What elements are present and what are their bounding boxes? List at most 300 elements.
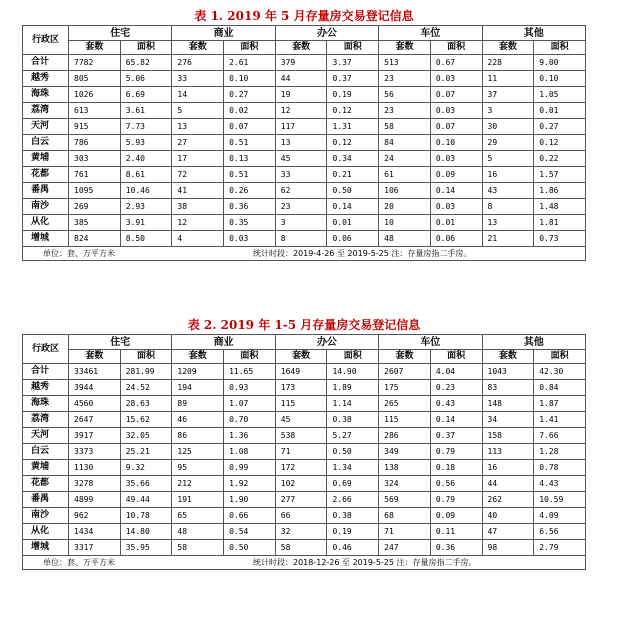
table-row: [23, 119, 586, 135]
district-cell: 黄埔: [23, 460, 69, 476]
value-cell: 11.65: [224, 364, 276, 380]
district-cell: 南沙: [23, 199, 69, 215]
value-cell: 38: [172, 199, 224, 215]
value-cell: 175: [379, 380, 431, 396]
value-cell: 71: [379, 524, 431, 540]
value-cell: 0.22: [534, 151, 586, 167]
table-row: [23, 412, 586, 428]
sub-header: 面积: [534, 350, 586, 364]
value-cell: 14.90: [327, 364, 379, 380]
value-cell: 0.73: [534, 231, 586, 247]
value-cell: 113: [482, 444, 534, 460]
value-cell: 1.05: [534, 87, 586, 103]
period-note: 统计时段：2019-4-26 至 2019-5-25 注：存量房指二手房。: [253, 249, 472, 258]
value-cell: 98: [482, 540, 534, 556]
value-cell: 379: [275, 55, 327, 71]
district-cell: 海珠: [23, 87, 69, 103]
value-cell: 173: [275, 380, 327, 396]
value-cell: 24: [379, 151, 431, 167]
footer-cell: [23, 247, 586, 261]
value-cell: 84: [379, 135, 431, 151]
value-cell: 0.84: [534, 380, 586, 396]
value-cell: 32.05: [120, 428, 172, 444]
value-cell: 0.13: [224, 151, 276, 167]
value-cell: 1043: [482, 364, 534, 380]
value-cell: 61: [379, 167, 431, 183]
value-cell: 7.66: [534, 428, 586, 444]
category-header: 办公: [275, 335, 378, 350]
table-row: [23, 135, 586, 151]
value-cell: 0.02: [224, 103, 276, 119]
value-cell: 0.10: [224, 71, 276, 87]
value-cell: 58: [275, 540, 327, 556]
value-cell: 0.46: [327, 540, 379, 556]
value-cell: 5.93: [120, 135, 172, 151]
value-cell: 0.19: [327, 524, 379, 540]
district-cell: 白云: [23, 444, 69, 460]
table-row: [23, 183, 586, 199]
value-cell: 0.66: [224, 508, 276, 524]
unit-note: 单位：套、万平方米: [43, 558, 115, 567]
value-cell: 1.92: [224, 476, 276, 492]
value-cell: 0.12: [327, 103, 379, 119]
value-cell: 12: [275, 103, 327, 119]
value-cell: 106: [379, 183, 431, 199]
value-cell: 23: [379, 71, 431, 87]
value-cell: 58: [379, 119, 431, 135]
value-cell: 8.61: [120, 167, 172, 183]
category-header: 车位: [379, 26, 482, 41]
district-cell: 天河: [23, 119, 69, 135]
sub-header: 套数: [482, 41, 534, 55]
value-cell: 45: [275, 151, 327, 167]
value-cell: 102: [275, 476, 327, 492]
value-cell: 1.41: [534, 412, 586, 428]
sub-header: 面积: [327, 41, 379, 55]
value-cell: 58: [172, 540, 224, 556]
value-cell: 32: [275, 524, 327, 540]
value-cell: 0.12: [327, 135, 379, 151]
header-row-categories: [23, 26, 586, 41]
table-row: [23, 215, 586, 231]
value-cell: 1.87: [534, 396, 586, 412]
value-cell: 2607: [379, 364, 431, 380]
value-cell: 1.90: [224, 492, 276, 508]
value-cell: 10.59: [534, 492, 586, 508]
value-cell: 0.11: [430, 524, 482, 540]
value-cell: 4.04: [430, 364, 482, 380]
district-cell: 从化: [23, 215, 69, 231]
district-cell: 越秀: [23, 380, 69, 396]
value-cell: 95: [172, 460, 224, 476]
value-cell: 35.95: [120, 540, 172, 556]
value-cell: 247: [379, 540, 431, 556]
value-cell: 1209: [172, 364, 224, 380]
table-row: [23, 71, 586, 87]
footer-row: [23, 556, 586, 570]
value-cell: 115: [379, 412, 431, 428]
value-cell: 2.93: [120, 199, 172, 215]
value-cell: 14: [172, 87, 224, 103]
value-cell: 15.62: [120, 412, 172, 428]
value-cell: 49.44: [120, 492, 172, 508]
value-cell: 0.01: [327, 215, 379, 231]
value-cell: 41: [172, 183, 224, 199]
value-cell: 25.21: [120, 444, 172, 460]
value-cell: 286: [379, 428, 431, 444]
value-cell: 1.86: [534, 183, 586, 199]
value-cell: 17: [172, 151, 224, 167]
header-row-categories: [23, 335, 586, 350]
value-cell: 11: [482, 71, 534, 87]
value-cell: 0.27: [534, 119, 586, 135]
district-cell: 黄埔: [23, 151, 69, 167]
table-row: [23, 199, 586, 215]
value-cell: 35.66: [120, 476, 172, 492]
district-cell: 从化: [23, 524, 69, 540]
value-cell: 0.06: [430, 231, 482, 247]
value-cell: 1.89: [327, 380, 379, 396]
value-cell: 12: [172, 215, 224, 231]
category-header: 其他: [482, 335, 586, 350]
table-2-block: [22, 317, 586, 570]
district-cell: 增城: [23, 231, 69, 247]
value-cell: 2.66: [327, 492, 379, 508]
sub-header: 面积: [430, 41, 482, 55]
value-cell: 0.50: [224, 540, 276, 556]
table-row: [23, 428, 586, 444]
value-cell: 16: [482, 167, 534, 183]
value-cell: 86: [172, 428, 224, 444]
district-cell: 花都: [23, 476, 69, 492]
footer-cell: [23, 556, 586, 570]
value-cell: 33: [172, 71, 224, 87]
value-cell: 0.03: [430, 199, 482, 215]
value-cell: 10: [379, 215, 431, 231]
sub-header: 套数: [172, 41, 224, 55]
value-cell: 33: [275, 167, 327, 183]
value-cell: 4.43: [534, 476, 586, 492]
value-cell: 158: [482, 428, 534, 444]
value-cell: 324: [379, 476, 431, 492]
value-cell: 824: [69, 231, 121, 247]
value-cell: 4560: [69, 396, 121, 412]
value-cell: 0.26: [224, 183, 276, 199]
district-cell: 增城: [23, 540, 69, 556]
value-cell: 191: [172, 492, 224, 508]
sub-header: 面积: [120, 350, 172, 364]
category-header: 商业: [172, 335, 275, 350]
value-cell: 2.40: [120, 151, 172, 167]
value-cell: 0.79: [430, 492, 482, 508]
value-cell: 0.67: [430, 55, 482, 71]
value-cell: 1.34: [327, 460, 379, 476]
district-cell: 白云: [23, 135, 69, 151]
value-cell: 45: [275, 412, 327, 428]
district-cell: 合计: [23, 55, 69, 71]
value-cell: 5.27: [327, 428, 379, 444]
value-cell: 47: [482, 524, 534, 540]
value-cell: 7.73: [120, 119, 172, 135]
value-cell: 34: [482, 412, 534, 428]
value-cell: 0.36: [224, 199, 276, 215]
value-cell: 27: [172, 135, 224, 151]
district-cell: 荔湾: [23, 412, 69, 428]
value-cell: 62: [275, 183, 327, 199]
value-cell: 1026: [69, 87, 121, 103]
value-cell: 0.07: [430, 87, 482, 103]
value-cell: 4: [172, 231, 224, 247]
value-cell: 48: [379, 231, 431, 247]
value-cell: 68: [379, 508, 431, 524]
value-cell: 115: [275, 396, 327, 412]
sub-header: 套数: [69, 41, 121, 55]
value-cell: 962: [69, 508, 121, 524]
table-row: [23, 87, 586, 103]
value-cell: 1095: [69, 183, 121, 199]
value-cell: 2.79: [534, 540, 586, 556]
value-cell: 19: [275, 87, 327, 103]
sub-header: 套数: [379, 350, 431, 364]
value-cell: 138: [379, 460, 431, 476]
value-cell: 172: [275, 460, 327, 476]
sub-header: 面积: [224, 41, 276, 55]
value-cell: 613: [69, 103, 121, 119]
value-cell: 37: [482, 87, 534, 103]
table-1: [22, 25, 586, 261]
value-cell: 303: [69, 151, 121, 167]
category-header: 车位: [379, 335, 482, 350]
value-cell: 0.37: [430, 428, 482, 444]
district-cell: 南沙: [23, 508, 69, 524]
value-cell: 40: [482, 508, 534, 524]
value-cell: 1.08: [224, 444, 276, 460]
value-cell: 0.99: [224, 460, 276, 476]
district-cell: 荔湾: [23, 103, 69, 119]
value-cell: 4899: [69, 492, 121, 508]
value-cell: 8.50: [120, 231, 172, 247]
value-cell: 21: [482, 231, 534, 247]
category-header: 商业: [172, 26, 275, 41]
district-header: 行政区: [23, 26, 69, 55]
value-cell: 13: [482, 215, 534, 231]
sub-header: 套数: [172, 350, 224, 364]
value-cell: 0.36: [430, 540, 482, 556]
table-row: [23, 460, 586, 476]
value-cell: 65: [172, 508, 224, 524]
value-cell: 1130: [69, 460, 121, 476]
header-row-subheaders: [23, 350, 586, 364]
value-cell: 3: [275, 215, 327, 231]
value-cell: 3317: [69, 540, 121, 556]
table-row: [23, 508, 586, 524]
value-cell: 0.18: [430, 460, 482, 476]
value-cell: 805: [69, 71, 121, 87]
value-cell: 13: [275, 135, 327, 151]
district-cell: 天河: [23, 428, 69, 444]
table-1-title: 表 1. 2019 年 5 月存量房交易登记信息: [194, 9, 414, 23]
district-cell: 合计: [23, 364, 69, 380]
value-cell: 2.61: [224, 55, 276, 71]
value-cell: 0.09: [430, 167, 482, 183]
value-cell: 9.00: [534, 55, 586, 71]
district-header: 行政区: [23, 335, 69, 364]
value-cell: 0.38: [327, 508, 379, 524]
table-row: [23, 167, 586, 183]
value-cell: 8: [482, 199, 534, 215]
sub-header: 面积: [534, 41, 586, 55]
value-cell: 0.37: [327, 71, 379, 87]
value-cell: 0.03: [430, 151, 482, 167]
value-cell: 0.09: [430, 508, 482, 524]
value-cell: 0.27: [224, 87, 276, 103]
value-cell: 2647: [69, 412, 121, 428]
value-cell: 194: [172, 380, 224, 396]
category-header: 办公: [275, 26, 378, 41]
value-cell: 24.52: [120, 380, 172, 396]
period-note: 统计时段：2018-12-26 至 2019-5-25 注：存量房指二手房。: [253, 558, 477, 567]
value-cell: 29: [482, 135, 534, 151]
value-cell: 71: [275, 444, 327, 460]
district-cell: 越秀: [23, 71, 69, 87]
value-cell: 262: [482, 492, 534, 508]
table-1-block: [22, 8, 586, 261]
sub-header: 套数: [482, 350, 534, 364]
value-cell: 0.54: [224, 524, 276, 540]
value-cell: 148: [482, 396, 534, 412]
sub-header: 面积: [120, 41, 172, 55]
value-cell: 14.80: [120, 524, 172, 540]
value-cell: 44: [482, 476, 534, 492]
value-cell: 1.81: [534, 215, 586, 231]
value-cell: 0.14: [430, 183, 482, 199]
value-cell: 1.48: [534, 199, 586, 215]
value-cell: 10.46: [120, 183, 172, 199]
value-cell: 46: [172, 412, 224, 428]
value-cell: 1.28: [534, 444, 586, 460]
district-cell: 花都: [23, 167, 69, 183]
sub-header: 套数: [69, 350, 121, 364]
table-row: [23, 492, 586, 508]
value-cell: 1434: [69, 524, 121, 540]
value-cell: 277: [275, 492, 327, 508]
value-cell: 538: [275, 428, 327, 444]
value-cell: 0.10: [534, 71, 586, 87]
table-row: [23, 364, 586, 380]
category-header: 住宅: [69, 26, 172, 41]
value-cell: 3.37: [327, 55, 379, 71]
value-cell: 5: [172, 103, 224, 119]
value-cell: 915: [69, 119, 121, 135]
category-header: 其他: [482, 26, 586, 41]
unit-note: 单位：套、万平方米: [43, 249, 115, 258]
value-cell: 5.06: [120, 71, 172, 87]
value-cell: 33461: [69, 364, 121, 380]
value-cell: 3373: [69, 444, 121, 460]
sub-header: 套数: [275, 350, 327, 364]
value-cell: 65.82: [120, 55, 172, 71]
district-cell: 番禺: [23, 492, 69, 508]
value-cell: 13: [172, 119, 224, 135]
value-cell: 761: [69, 167, 121, 183]
value-cell: 0.19: [327, 87, 379, 103]
value-cell: 8: [275, 231, 327, 247]
value-cell: 0.07: [224, 119, 276, 135]
value-cell: 1.31: [327, 119, 379, 135]
value-cell: 16: [482, 460, 534, 476]
value-cell: 1.07: [224, 396, 276, 412]
value-cell: 0.51: [224, 135, 276, 151]
value-cell: 276: [172, 55, 224, 71]
header-row-subheaders: [23, 41, 586, 55]
value-cell: 569: [379, 492, 431, 508]
value-cell: 212: [172, 476, 224, 492]
sub-header: 面积: [327, 350, 379, 364]
table-row: [23, 476, 586, 492]
value-cell: 0.23: [430, 380, 482, 396]
value-cell: 0.03: [430, 103, 482, 119]
table-row: [23, 524, 586, 540]
district-cell: 海珠: [23, 396, 69, 412]
category-header: 住宅: [69, 335, 172, 350]
value-cell: 0.12: [534, 135, 586, 151]
value-cell: 0.10: [430, 135, 482, 151]
value-cell: 9.32: [120, 460, 172, 476]
value-cell: 0.35: [224, 215, 276, 231]
value-cell: 0.38: [327, 412, 379, 428]
value-cell: 0.14: [327, 199, 379, 215]
value-cell: 1.14: [327, 396, 379, 412]
value-cell: 3.61: [120, 103, 172, 119]
table-row: [23, 444, 586, 460]
value-cell: 72: [172, 167, 224, 183]
table-row: [23, 396, 586, 412]
value-cell: 281.99: [120, 364, 172, 380]
value-cell: 6.56: [534, 524, 586, 540]
value-cell: 0.51: [224, 167, 276, 183]
value-cell: 228: [482, 55, 534, 71]
value-cell: 42.30: [534, 364, 586, 380]
value-cell: 3.91: [120, 215, 172, 231]
value-cell: 10.78: [120, 508, 172, 524]
table-row: [23, 380, 586, 396]
value-cell: 385: [69, 215, 121, 231]
value-cell: 89: [172, 396, 224, 412]
value-cell: 0.03: [224, 231, 276, 247]
value-cell: 0.21: [327, 167, 379, 183]
table-row: [23, 231, 586, 247]
value-cell: 0.78: [534, 460, 586, 476]
value-cell: 30: [482, 119, 534, 135]
value-cell: 0.69: [327, 476, 379, 492]
value-cell: 0.03: [430, 71, 482, 87]
value-cell: 3944: [69, 380, 121, 396]
value-cell: 3278: [69, 476, 121, 492]
sub-header: 套数: [275, 41, 327, 55]
value-cell: 0.14: [430, 412, 482, 428]
value-cell: 20: [379, 199, 431, 215]
value-cell: 1.36: [224, 428, 276, 444]
value-cell: 4.09: [534, 508, 586, 524]
value-cell: 0.50: [327, 444, 379, 460]
value-cell: 48: [172, 524, 224, 540]
value-cell: 0.70: [224, 412, 276, 428]
value-cell: 0.01: [430, 215, 482, 231]
value-cell: 0.43: [430, 396, 482, 412]
value-cell: 265: [379, 396, 431, 412]
table-row: [23, 540, 586, 556]
value-cell: 3: [482, 103, 534, 119]
